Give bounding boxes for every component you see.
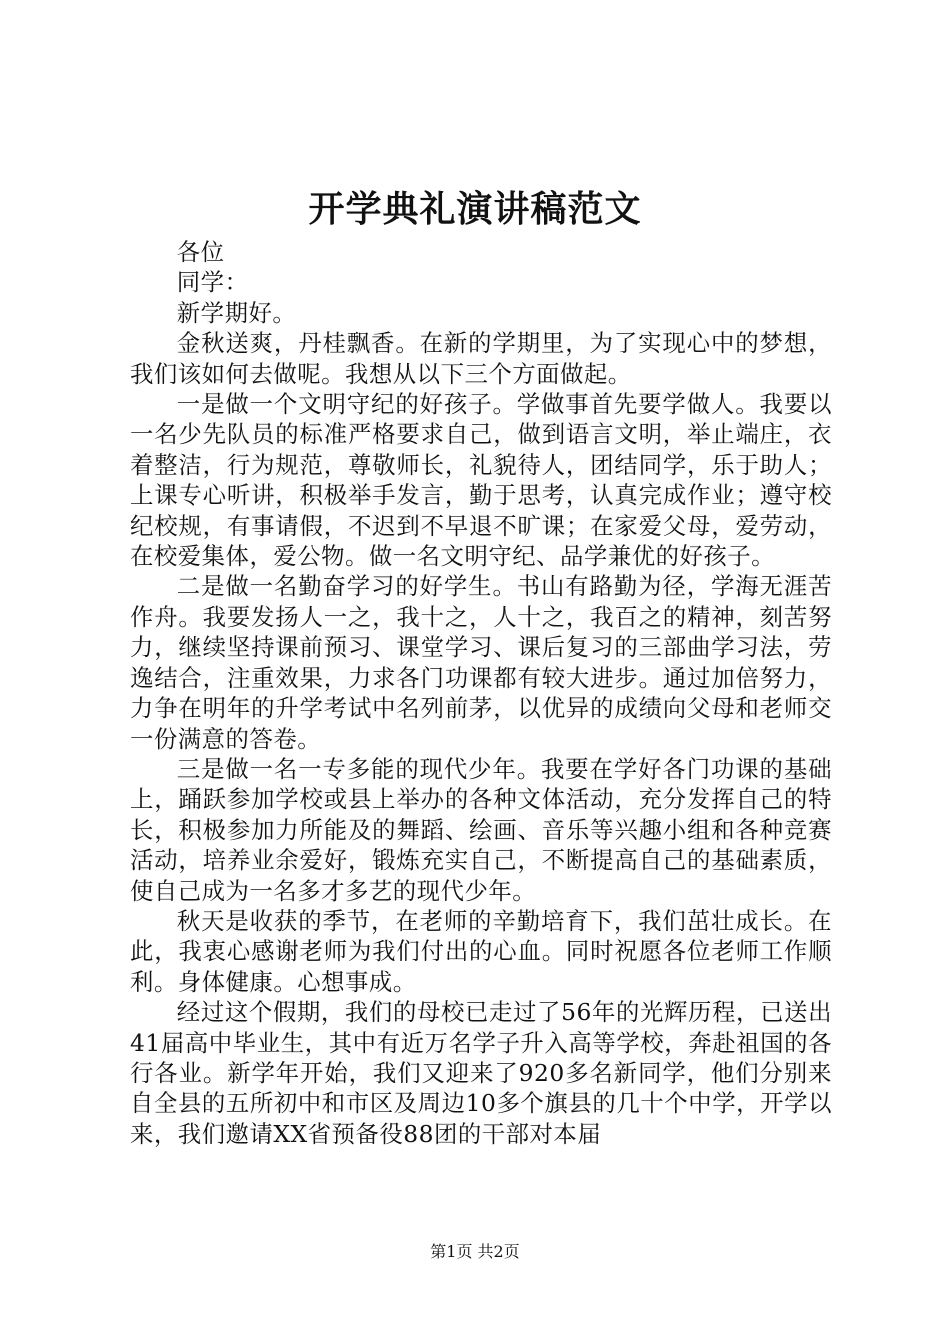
- paragraph-greeting-3: 新学期好。: [176, 298, 297, 327]
- paragraph-point-two: 二是做一名勤奋学习的好学生。书山有路勤为径，学海无涯苦作舟。我要发扬人一之，我十之，人十之，我百之的精神，刻苦努力，继续坚持课前预习、课堂学习、课后复习的三部曲学习法，劳逸结合，注重效果，力求各门功课都有较大进步。通过加倍努力，力争在明年的升学考试中名列前茅，以优异的成绩向父母和老师交一份满意的答卷。: [130, 572, 832, 753]
- paragraph-greeting-2: 同学：: [176, 268, 249, 297]
- document-body: [130, 237, 832, 1149]
- paragraph-thanks: 秋天是收获的季节，在老师的辛勤培育下，我们茁壮成长。在此，我衷心感谢老师为我们付出的心血。同时祝愿各位老师工作顺利。身体健康。心想事成。: [130, 906, 832, 996]
- paragraph-intro: 金秋送爽，丹桂飘香。在新的学期里，为了实现心中的梦想，我们该如何去做呢。我想从以下三个方面做起。: [130, 329, 832, 388]
- paragraph-greeting-1: 各位: [176, 238, 225, 266]
- paragraph-point-one: 一是做一个文明守纪的好孩子。学做事首先要学做人。我要以一名少先队员的标准严格要求自己，做到语言文明，举止端庄，衣着整洁，行为规范，尊敬师长，礼貌待人，团结同学，乐于助人；上课专心听讲，积极举手发言，勤于思考，认真完成作业；遵守校纪校规，有事请假，不迟到不早退不旷课；在家爱父母，爱劳动，在校爱集体，爱公物。做一名文明守纪、品学兼优的好孩子。: [130, 390, 832, 571]
- paragraph-point-three: 三是做一名一专多能的现代少年。我要在学好各门功课的基础上，踊跃参加学校或县上举办的各种文体活动，充分发挥自己的特长，积极参加力所能及的舞蹈、绘画、音乐等兴趣小组和各种竞赛活动，培养业余爱好，锻炼充实自己，不断提高自己的基础素质，使自己成为一名多才多艺的现代少年。: [130, 754, 832, 905]
- page-footer: 第1页 共2页: [430, 1242, 520, 1261]
- document-title: 开学典礼演讲稿范文: [308, 188, 642, 230]
- paragraph-school-history: 经过这个假期，我们的母校已走过了56年的光辉历程，已送出41届高中毕业生，其中有近万名学子升入高等学校，奔赴祖国的各行各业。新学年开始，我们又迎来了920多名新同学，他们分别来自全县的五所初中和市区及周边10多个旗县的几十个中学，开学以来，我们邀请XX省预备役88团的干部对本届: [130, 998, 832, 1148]
